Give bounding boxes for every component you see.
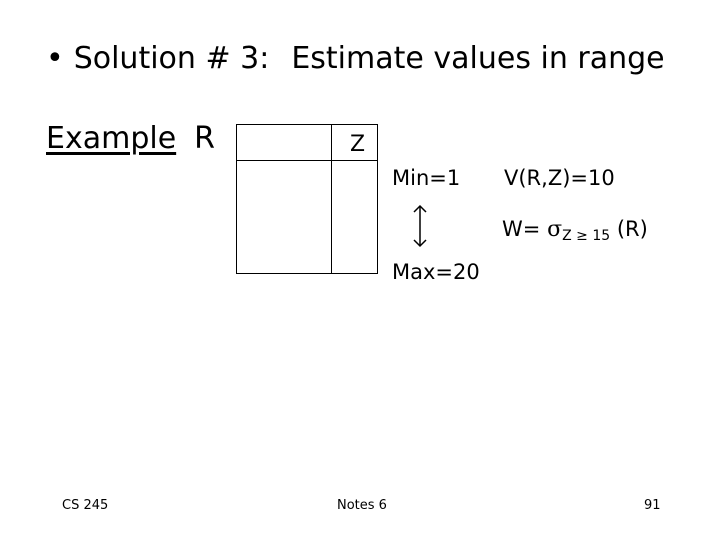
w-prefix: W= bbox=[502, 217, 541, 241]
footer-course: CS 245 bbox=[62, 498, 109, 513]
min-label: Min=1 bbox=[392, 166, 461, 190]
example-label: Example bbox=[46, 121, 177, 156]
footer-page-number: 91 bbox=[644, 498, 661, 513]
table-header-divider bbox=[236, 160, 378, 161]
slide-title bbox=[46, 41, 665, 76]
sigma-symbol: σ bbox=[547, 217, 563, 242]
w-suffix: (R) bbox=[616, 217, 648, 241]
example-line bbox=[46, 121, 216, 156]
bullet-icon: • bbox=[46, 41, 64, 76]
relation-name: R bbox=[194, 121, 216, 156]
table-column-divider bbox=[331, 124, 332, 274]
value-count-label: V(R,Z)=10 bbox=[504, 166, 615, 190]
footer-notes: Notes 6 bbox=[337, 498, 387, 513]
column-label-z: Z bbox=[350, 132, 366, 157]
max-label: Max=20 bbox=[392, 260, 480, 284]
range-arrow-icon bbox=[410, 204, 430, 248]
selection-expression bbox=[502, 219, 648, 243]
selection-condition: Z ≥ 15 bbox=[562, 228, 611, 244]
title-part2: Estimate values in range bbox=[291, 41, 665, 76]
title-part1: Solution # 3: bbox=[73, 41, 270, 76]
